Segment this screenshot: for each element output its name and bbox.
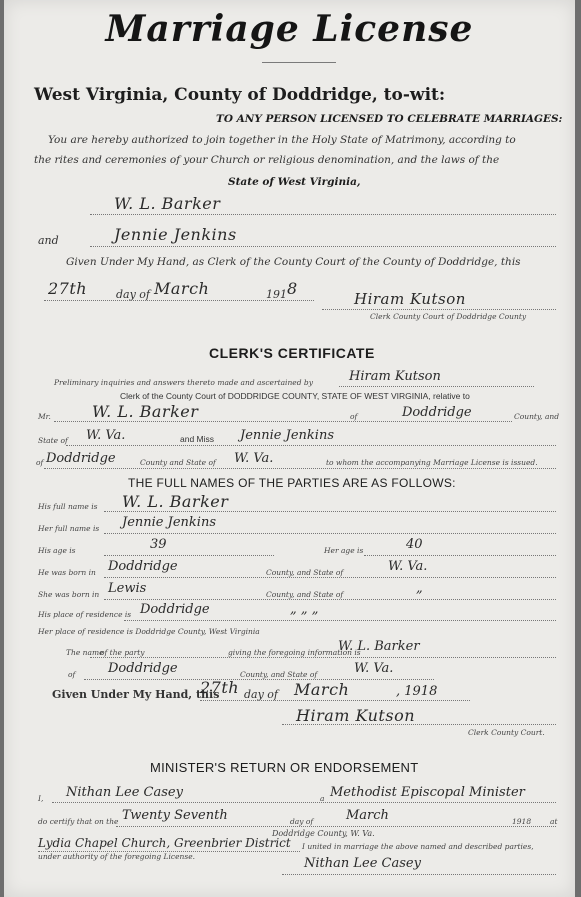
license-day-of-label: day of (116, 288, 151, 301)
license-signature-line (322, 309, 556, 310)
his-name: W. L. Barker (122, 492, 229, 511)
minister-year: 1918 (512, 817, 532, 826)
groom-line (90, 214, 556, 215)
license-year-digit: 8 (287, 279, 298, 298)
united-text: I united in marriage the above named and described parties, (302, 842, 534, 851)
mr-name: W. L. Barker (92, 402, 199, 421)
she-born-line (104, 599, 556, 600)
and-label: and (38, 234, 59, 247)
minister-month: March (346, 808, 389, 823)
his-residence-line (124, 620, 556, 621)
given-under-hand-label: Given Under My Hand, this (52, 688, 220, 701)
date-words: Twenty Seventh (122, 808, 228, 823)
his-age-label: His age is (38, 546, 76, 555)
given-day: 27th (200, 678, 240, 697)
address-line: TO ANY PERSON LICENSED TO CELEBRATE MARRIAGES: (216, 113, 563, 125)
informant-name: W. L. Barker (338, 639, 420, 654)
given-day-of-label: day of (244, 688, 279, 701)
minister-signature: Nithan Lee Casey (304, 856, 421, 871)
of-party-label: of the party (100, 648, 145, 657)
clerk-relative-text: Clerk of the County Court of DODDRIDGE COUNTY, STATE OF WEST VIRGINIA, relative to (120, 391, 470, 401)
minister-a-label: a (320, 794, 325, 803)
her-age-line (364, 555, 556, 556)
minister-date-line (116, 826, 556, 827)
his-age-line (104, 555, 274, 556)
miss-line (66, 445, 556, 446)
her-age: 40 (406, 537, 423, 552)
his-name-line (104, 511, 556, 512)
miss-county: Doddridge (46, 451, 116, 466)
authorization-line-2: the rites and ceremonies of your Church or religious denomination, and the laws of the (34, 154, 500, 166)
mr-line (54, 421, 512, 422)
ascertained-line (339, 386, 534, 387)
license-year-prefix: 191 (266, 288, 287, 301)
informant-state: W. Va. (354, 661, 394, 676)
document-title: Marriage License (105, 8, 474, 50)
issued-text: to whom the accompanying Marriage License is issued. (326, 458, 538, 467)
jurisdiction-line: West Virginia, County of Doddridge, to-wit: (34, 85, 446, 105)
mr-state: W. Va. (86, 428, 126, 443)
and-miss-label: and Miss (180, 434, 215, 444)
given-date-line (200, 700, 470, 701)
marriage-license-document (4, 0, 575, 897)
his-name-label: His full name is (38, 502, 98, 511)
groom-name: W. L. Barker (114, 194, 221, 213)
he-born-county-state-label: County, and State of (266, 568, 344, 577)
given-month: March (294, 680, 350, 699)
he-born-line (104, 577, 556, 578)
her-residence-text: Her place of residence is Doddridge County, West Virginia (38, 627, 260, 636)
miss-state: W. Va. (234, 451, 274, 466)
place-county: Doddridge County, W. Va. (272, 829, 375, 838)
license-day: 27th (48, 279, 88, 298)
parties-heading: THE FULL NAMES OF THE PARTIES ARE AS FOLLOWS: (128, 476, 456, 490)
mr-county: Doddridge (402, 405, 472, 420)
mr-of-label: of (350, 412, 358, 421)
minister-name-line (52, 802, 556, 803)
minister-at-label: at (550, 817, 558, 826)
giving-text: giving the foregoing information is (228, 648, 361, 657)
license-month: March (154, 279, 210, 298)
minister-signature-line (282, 874, 556, 875)
her-age-label: Her age is (324, 546, 364, 555)
informant-county-state-label: County, and State of (240, 670, 318, 679)
county-and-label: County, and (514, 412, 560, 421)
she-born-label: She was born in (38, 590, 100, 599)
bride-line (90, 246, 556, 247)
miss-county-line (44, 468, 556, 469)
informant-line (90, 657, 556, 658)
given-under-hand-text: Given Under My Hand, as Clerk of the County Court of the County of Doddridge, this (66, 256, 521, 268)
ascertained-by-signature: Hiram Kutson (349, 369, 441, 384)
certificate-clerk-caption: Clerk County Court. (468, 728, 545, 737)
informant-county: Doddridge (108, 661, 178, 676)
her-name: Jennie Jenkins (122, 515, 216, 530)
mr-label: Mr. (38, 412, 51, 421)
license-clerk-signature: Hiram Kutson (354, 290, 466, 308)
authorization-line-3: State of West Virginia, (228, 176, 361, 188)
license-date-line (44, 300, 314, 301)
name-of-label: The name (66, 648, 104, 657)
state-of-label: State of (38, 436, 68, 445)
informant-county-line (84, 679, 434, 680)
she-born: Lewis (108, 581, 147, 596)
inquiries-text: Preliminary inquiries and answers thereto made and ascertained by (54, 378, 313, 387)
marriage-place: Lydia Chapel Church, Greenbrier District (38, 836, 291, 850)
license-clerk-caption: Clerk County Court of Doddridge County (370, 312, 527, 321)
he-born-state: W. Va. (388, 559, 428, 574)
she-born-state: „ (416, 581, 423, 596)
minister-name: Nithan Lee Casey (66, 785, 183, 800)
his-residence: Doddridge (140, 602, 210, 617)
title-divider (262, 62, 336, 63)
authorization-line-1: You are hereby authorized to join together in the Holy State of Matrimony, according to (48, 134, 516, 146)
given-year: , 1918 (396, 684, 438, 699)
his-residence-label: His place of residence is (38, 610, 132, 619)
informant-of-label: of (68, 670, 76, 679)
minister-day-of-label: day of (290, 817, 314, 826)
authority-text: under authority of the foregoing License. (38, 852, 196, 861)
bride-name: Jennie Jenkins (114, 225, 237, 244)
certificate-clerk-signature: Hiram Kutson (296, 706, 415, 725)
she-born-county-state-label: County, and State of (266, 590, 344, 599)
he-born-label: He was born in (38, 568, 96, 577)
certify-text: do certify that on the (38, 817, 119, 826)
county-and-state-label: County and State of (140, 458, 216, 467)
miss-of-label: of (36, 458, 44, 467)
his-residence-ditto: „ „ „ (290, 602, 319, 617)
her-name-line (104, 533, 556, 534)
minister-heading: MINISTER'S RETURN OR ENDORSEMENT (150, 760, 419, 775)
miss-name: Jennie Jenkins (240, 428, 334, 443)
his-age: 39 (150, 537, 167, 552)
minister-denomination: Methodist Episcopal Minister (330, 785, 525, 800)
he-born: Doddridge (108, 559, 178, 574)
certificate-signature-line (282, 724, 556, 725)
clerks-certificate-heading: CLERK'S CERTIFICATE (209, 345, 375, 361)
her-name-label: Her full name is (38, 524, 100, 533)
minister-i-label: I, (38, 794, 44, 803)
